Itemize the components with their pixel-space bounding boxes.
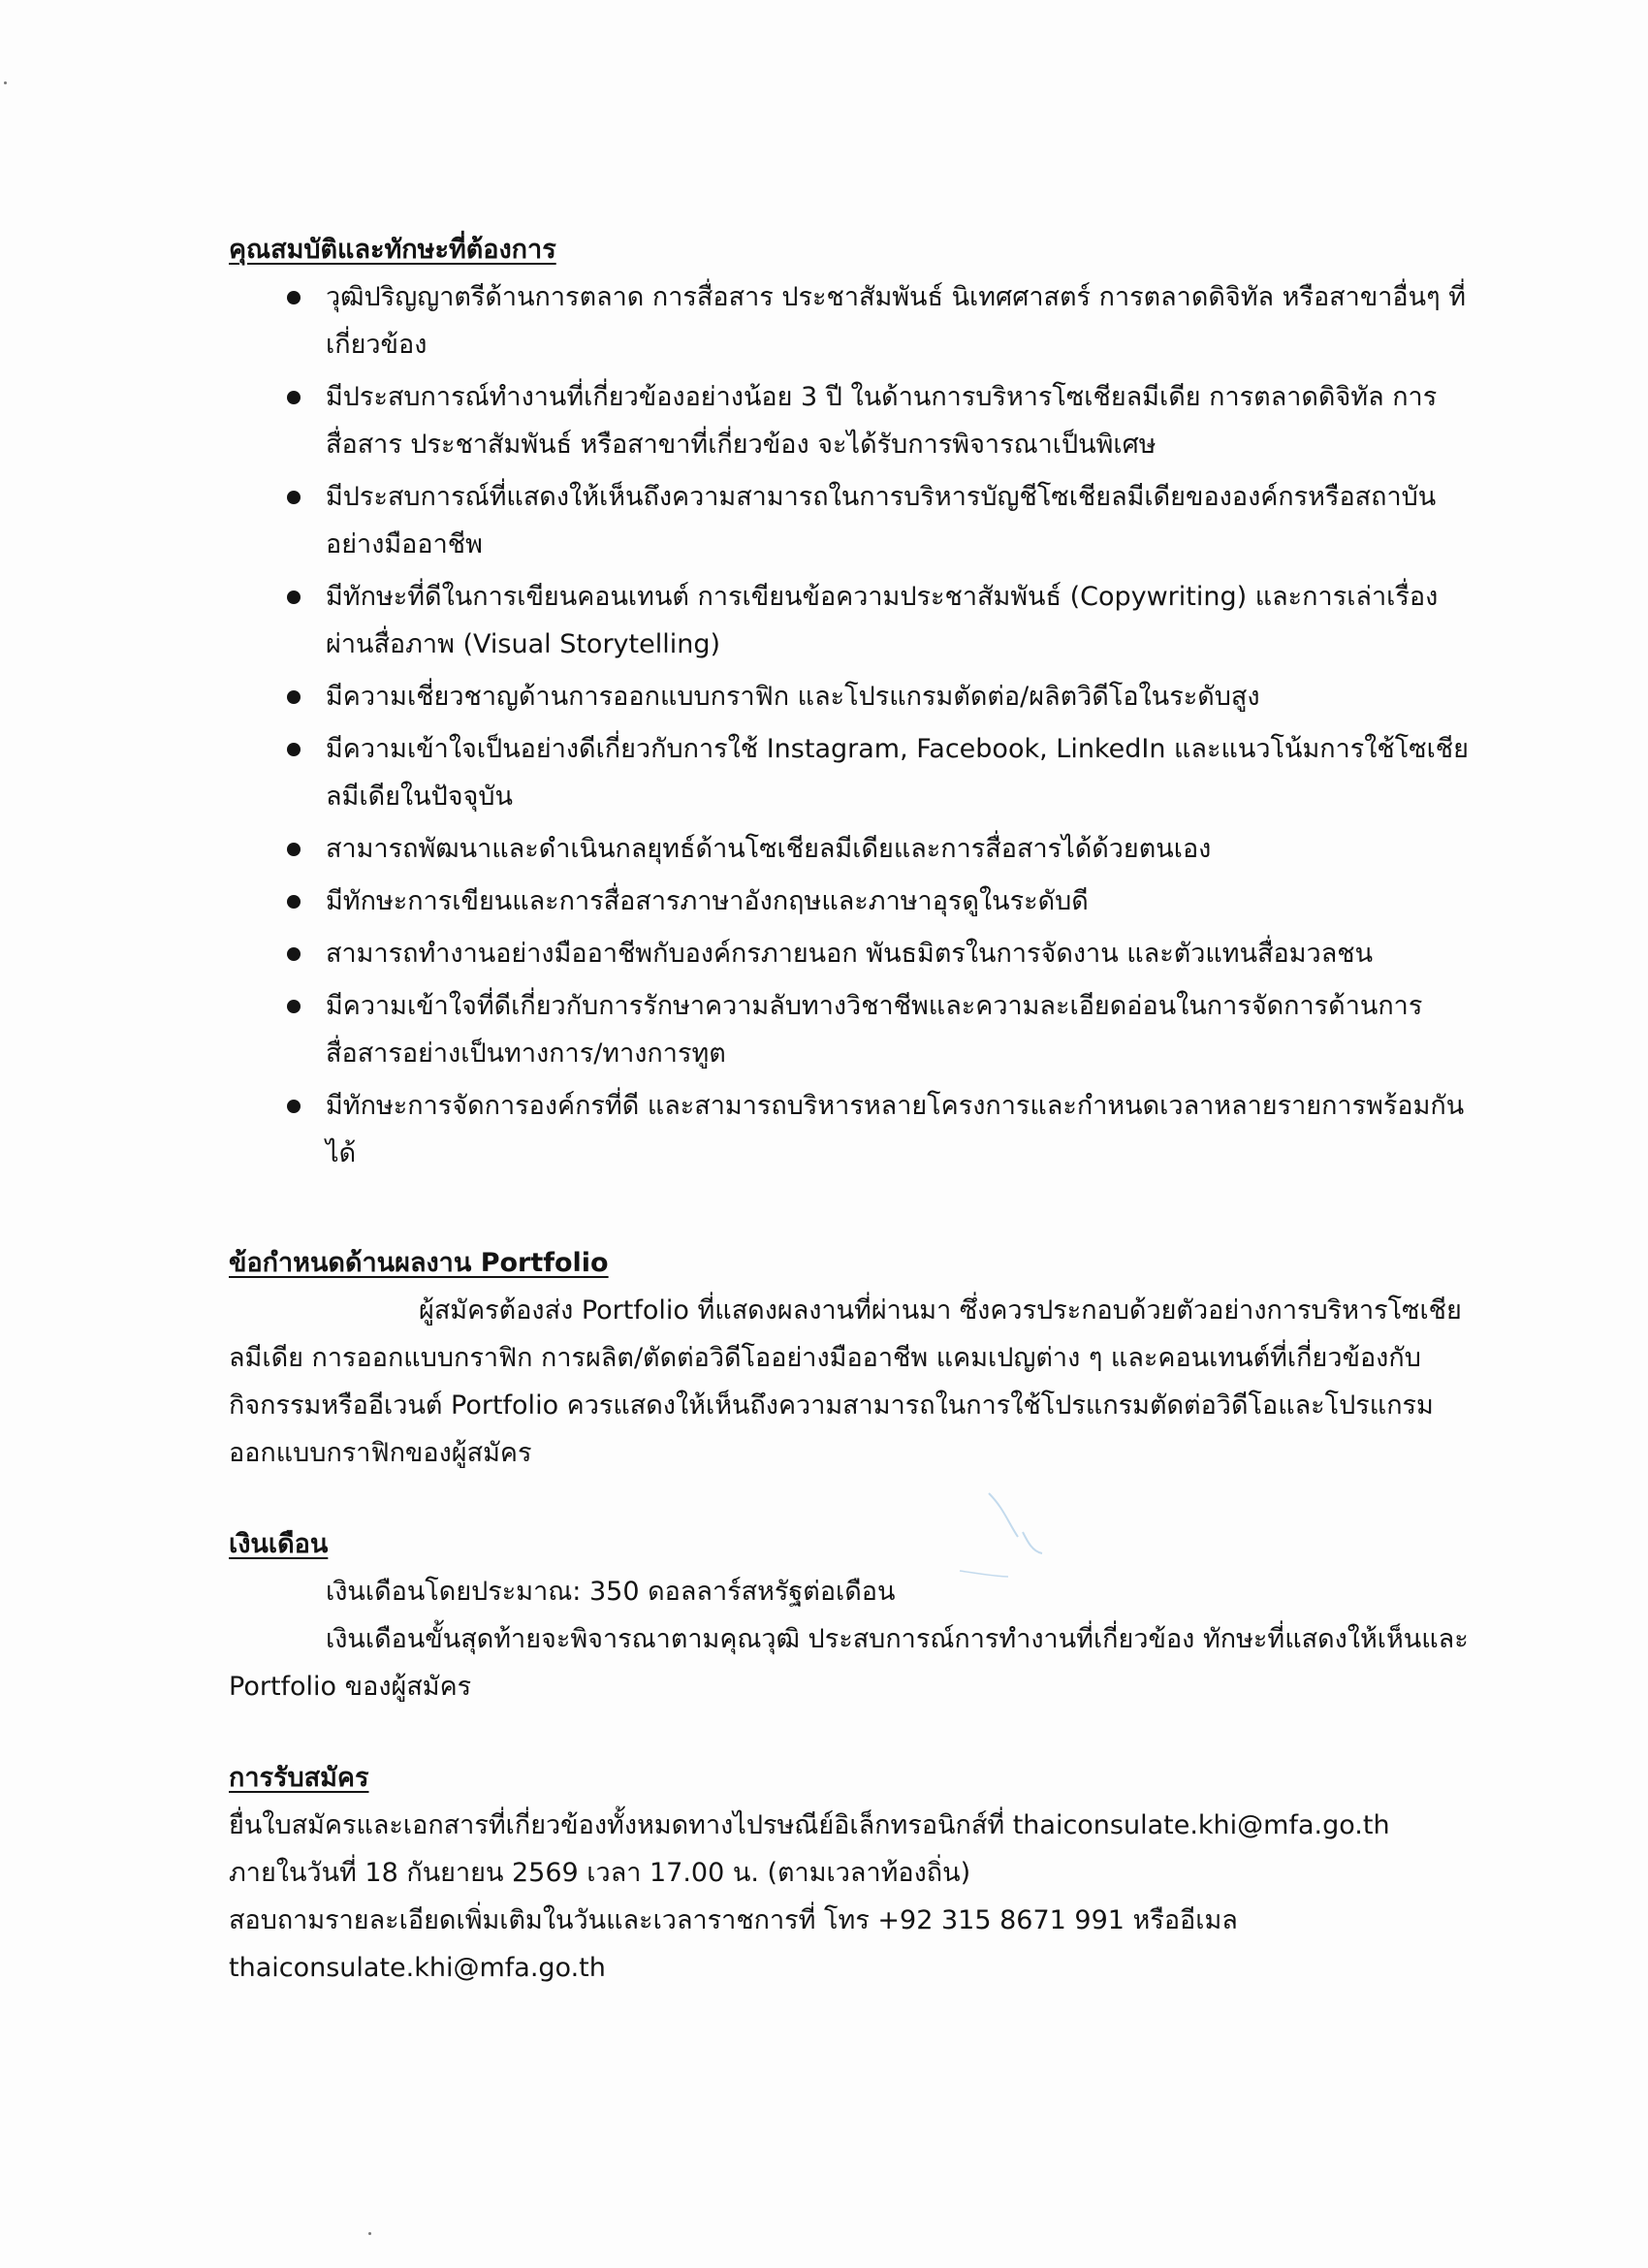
- list-item: มีความเข้าใจที่ดีเกี่ยวกับการรักษาความลับทางวิชาชีพและความละเอียดอ่อนในการจัดการด้านการสื่อสารอย่างเป็นทางการ/ทางการทูต: [287, 982, 1470, 1077]
- portfolio-section: [229, 1246, 1470, 1477]
- application-heading: การรับสมัคร: [229, 1763, 369, 1793]
- application-deadline: ภายในวันที่ 18 กันยายน 2569 เวลา 17.00 น. (ตามเวลาท้องถิ่น): [229, 1858, 971, 1888]
- bullet-icon: [287, 743, 301, 756]
- qualifications-heading: คุณสมบัติและทักษะที่ต้องการ: [229, 235, 556, 265]
- application-section: [229, 1761, 1470, 1992]
- bullet-icon: [287, 947, 301, 961]
- application-contact: สอบถามรายละเอียดเพิ่มเติมในวันและเวลาราชการที่ โทร +92 315 8671 991 หรืออีเมล: [229, 1905, 1238, 1935]
- list-item: มีประสบการณ์ที่แสดงให้เห็นถึงความสามารถในการบริหารบัญชีโซเชียลมีเดียขององค์กรหรือสถาบันอย่างมืออาชีพ: [287, 473, 1470, 568]
- scan-speck: [368, 2232, 371, 2235]
- document-body: [229, 233, 1470, 1992]
- list-item: สามารถทำงานอย่างมืออาชีพกับองค์กรภายนอก พันธมิตรในการจัดงาน และตัวแทนสื่อมวลชน: [287, 930, 1470, 977]
- list-item: มีประสบการณ์ทำงานที่เกี่ยวข้องอย่างน้อย 3 ปี ในด้านการบริหารโซเชียลมีเดีย การตลาดดิจิทัล การสื่อสาร ประชาสัมพันธ์ หรือสาขาที่เกี่ยวข้อง จะได้รับการพิจารณาเป็นพิเศษ: [287, 373, 1470, 468]
- salary-heading: เงินเดือน: [229, 1529, 329, 1559]
- contact-email-link[interactable]: thaiconsulate.khi@mfa.go.th: [229, 1953, 606, 1983]
- salary-section: [229, 1527, 1470, 1710]
- bullet-icon: [287, 1000, 301, 1013]
- scan-speck: [4, 81, 7, 84]
- list-item: มีทักษะการเขียนและการสื่อสารภาษาอังกฤษและภาษาอุรดูในระดับดี: [287, 878, 1470, 925]
- application-submit-line: ยื่นใบสมัครและเอกสารที่เกี่ยวข้องทั้งหมดทางไปรษณีย์อิเล็กทรอนิกส์ที่ thaiconsulate.khi@mfa.go.th: [229, 1810, 1390, 1840]
- list-item: มีความเข้าใจเป็นอย่างดีเกี่ยวกับการใช้ Instagram, Facebook, LinkedIn และแนวโน้มการใช้โซเชียลมีเดียในปัจจุบัน: [287, 725, 1470, 820]
- bullet-icon: [287, 391, 301, 404]
- qualifications-section: [229, 233, 1470, 1177]
- list-item: มีความเชี่ยวชาญด้านการออกแบบกราฟิก และโปรแกรมตัดต่อ/ผลิตวิดีโอในระดับสูง: [287, 673, 1470, 720]
- bullet-icon: [287, 1100, 301, 1113]
- bullet-icon: [287, 491, 301, 504]
- salary-estimate: เงินเดือนโดยประมาณ: 350 ดอลลาร์สหรัฐต่อเดือน: [326, 1577, 896, 1607]
- salary-note: เงินเดือนขั้นสุดท้ายจะพิจารณาตามคุณวุฒิ ประสบการณ์การทำงานที่เกี่ยวข้อง ทักษะที่แสดงให้เห็นและ Portfolio ของผู้สมัคร: [229, 1624, 1469, 1702]
- list-item: มีทักษะที่ดีในการเขียนคอนเทนต์ การเขียนข้อความประชาสัมพันธ์ (Copywriting) และการเล่าเรื่องผ่านสื่อภาพ (Visual Storytelling): [287, 573, 1470, 668]
- bullet-icon: [287, 291, 301, 304]
- list-item: มีทักษะการจัดการองค์กรที่ดี และสามารถบริหารหลายโครงการและกำหนดเวลาหลายรายการพร้อมกันได้: [287, 1082, 1470, 1177]
- list-item: วุฒิปริญญาตรีด้านการตลาด การสื่อสาร ประชาสัมพันธ์ นิเทศศาสตร์ การตลาดดิจิทัล หรือสาขาอื่นๆ ที่เกี่ยวข้อง: [287, 273, 1470, 368]
- qualifications-list: [229, 273, 1470, 1177]
- bullet-icon: [287, 591, 301, 604]
- portfolio-body: ผู้สมัครต้องส่ง Portfolio ที่แสดงผลงานที่ผ่านมา ซึ่งควรประกอบด้วยตัวอย่างการบริหารโซเชียลมีเดีย การออกแบบกราฟิก การผลิต/ตัดต่อวิดีโออย่างมืออาชีพ แคมเปญต่าง ๆ และคอนเทนต์ที่เกี่ยวข้องกับกิจกรรมหรืออีเวนต์ Portfolio ควรแสดงให้เห็นถึงความสามารถในการใช้โปรแกรมตัดต่อวิดีโอและโปรแกรมออกแบบกราฟิกของผู้สมัคร: [229, 1295, 1462, 1468]
- list-item: สามารถพัฒนาและดำเนินกลยุทธ์ด้านโซเชียลมีเดียและการสื่อสารได้ด้วยตนเอง: [287, 825, 1470, 873]
- bullet-icon: [287, 895, 301, 909]
- bullet-icon: [287, 690, 301, 704]
- portfolio-heading: ข้อกำหนดด้านผลงาน Portfolio: [229, 1248, 609, 1278]
- bullet-icon: [287, 843, 301, 856]
